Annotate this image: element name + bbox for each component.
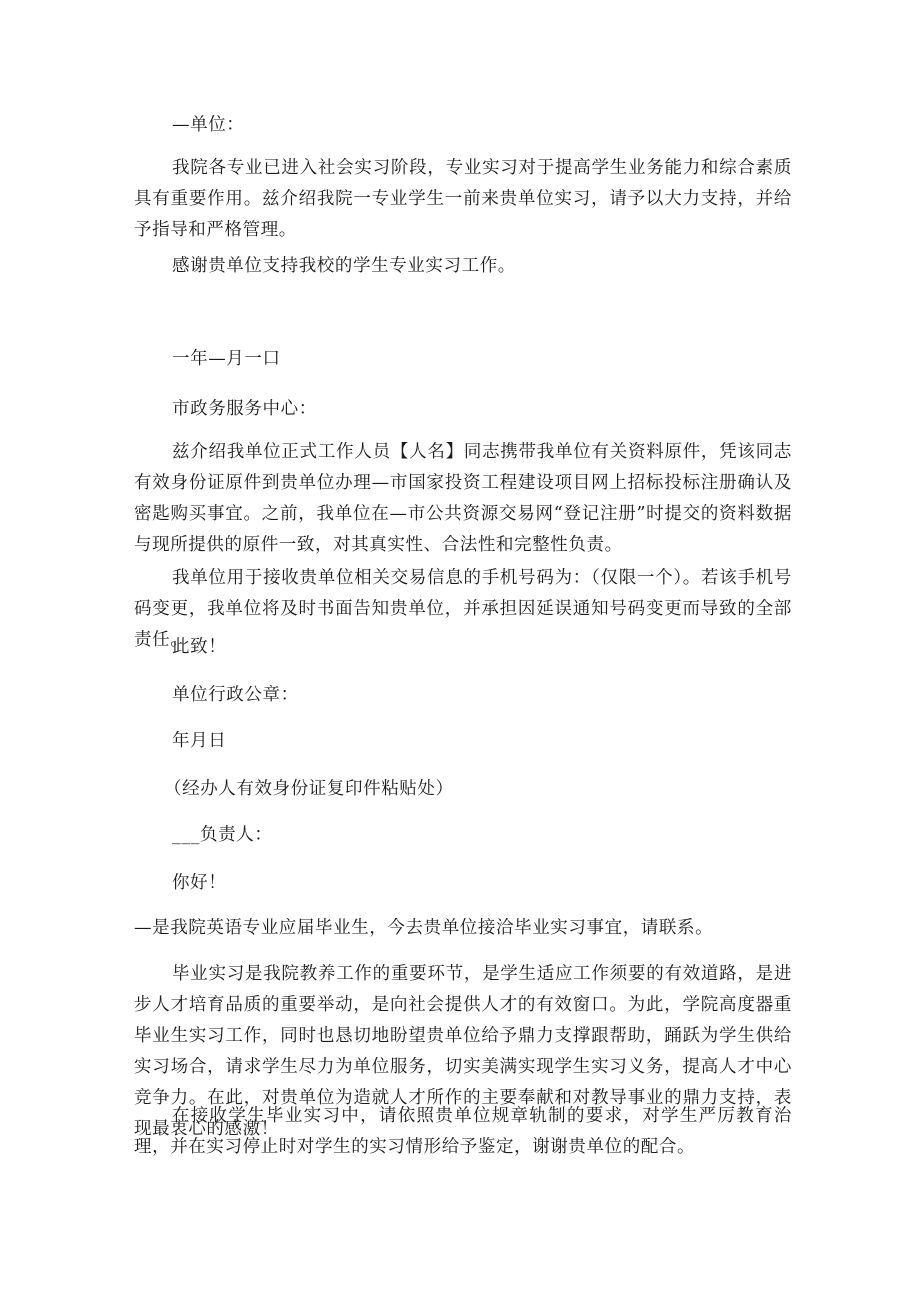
body-paragraph-introduction: 兹介绍我单位正式工作人员【人名】同志携带我单位有关资料原件，凭该同志有效身份证原件到贵单位办理—市国家投资工程建设项目网上招标投标注册确认及密匙购买事宜。之前，我单位在—市公共资源交易网“登记注册”时提交的资料数据与现所提供的原件一致，对其真实性、合法性和完整性负责。 [134, 442, 792, 555]
closing-salutation: 此致！ [172, 637, 227, 657]
recipient-line-2: 市政务服务中心： [172, 399, 317, 419]
body-paragraph-closing: 在接收学生毕业实习中，请依照贵单位规章轨制的要求，对学生严厉教育治理，并在实习停止时对学生的实习情形给予鉴定，谢谢贵单位的配合。 [134, 1106, 792, 1157]
body-paragraph-phone: 我单位用于接收贵单位相关交易信息的手机号码为：（仅限一个）。若该手机号码变更，我单位将及时书面告知贵单位，并承担因延误通知号码变更而导致的全部责任。 [134, 568, 792, 650]
recipient-line-3: ___负责人： [172, 825, 273, 845]
date-placeholder: 年月日 [172, 731, 227, 751]
recipient-line-1: —单位： [172, 115, 245, 135]
body-paragraph-student: —是我院英语专业应届毕业生，今去贵单位接洽毕业实习事宜，请联系。 [134, 918, 714, 938]
id-copy-note: （经办人有效身份证复印件粘贴处） [164, 779, 454, 799]
body-paragraph-intro: 我院各专业已进入社会实习阶段，专业实习对于提高学生业务能力和综合素质具有重要作用。兹介绍我院一专业学生一前来贵单位实习，请予以大力支持，并给予指导和严格管理。 [134, 158, 792, 240]
greeting-line: 你好！ [172, 873, 227, 893]
date-line: 一年—月一口 [172, 349, 281, 369]
body-paragraph-internship: 毕业实习是我院教养工作的重要环节，是学生适应工作须要的有效道路，是进步人才培育品质的重要举动，是向社会提供人才的有效窗口。为此，学院高度器重毕业生实习工作，同时也恳切地盼望贵单位给予鼎力支撑跟帮助，踊跃为学生供给实习场合，请求学生尽力为单位服务，切实美满实现学生实习义务，提高人才中心竞争力。在此，对贵单位为造就人才所作的主要奉献和对教导事业的鼎力支持，表现最衷心的感激！ [134, 964, 792, 1139]
seal-line: 单位行政公章： [172, 685, 299, 705]
thanks-paragraph: 感谢贵单位支持我校的学生专业实习工作。 [172, 256, 516, 276]
